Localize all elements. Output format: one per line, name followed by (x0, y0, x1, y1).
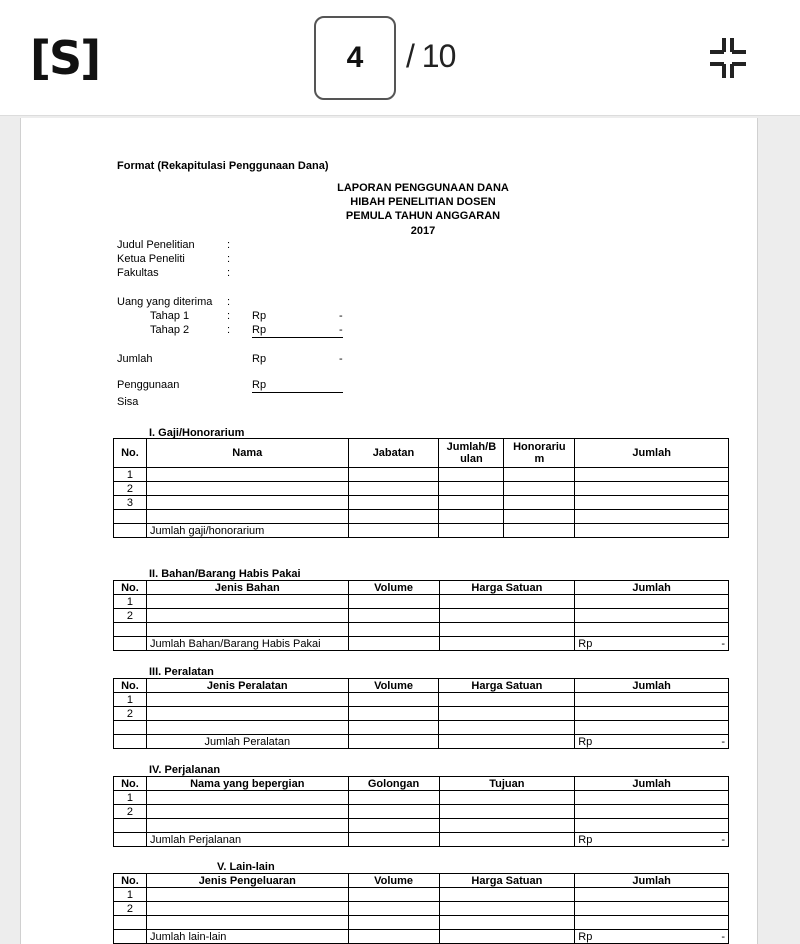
row-number: 1 (114, 468, 147, 482)
dash-value: - (721, 637, 725, 650)
rp-label: Rp (578, 930, 593, 943)
table-row (114, 707, 729, 721)
colon: : (227, 267, 231, 279)
report-title-1: LAPORAN PENGGUNAAN DANA (337, 182, 509, 194)
total-label: Jumlah Perjalanan (146, 833, 348, 847)
format-title: Format (Rekapitulasi Penggunaan Dana) (117, 160, 329, 172)
label-fakultas: Fakultas (117, 267, 159, 279)
total-row (114, 524, 729, 538)
col-header: Harga Satuan (439, 581, 575, 595)
col-header: Jabatan (348, 439, 439, 468)
dash-value: - (721, 930, 725, 943)
col-header: Volume (348, 679, 439, 693)
row-number: 2 (114, 805, 147, 819)
table-row (114, 510, 729, 524)
collapse-icon[interactable] (706, 36, 750, 80)
dash-value: - (339, 353, 343, 365)
table-row (114, 482, 729, 496)
table-row (114, 496, 729, 510)
col-header: No. (114, 581, 147, 595)
col-header: Nama (146, 439, 348, 468)
table-row (114, 595, 729, 609)
col-header: Volume (348, 874, 439, 888)
rp-label: Rp (252, 353, 267, 365)
label-tahap1: Tahap 1 (150, 310, 190, 322)
table-lain-lain (113, 873, 729, 944)
row-number: 2 (114, 609, 147, 623)
label-jumlah: Jumlah (117, 353, 153, 365)
viewer-toolbar (0, 0, 800, 116)
col-header: No. (114, 679, 147, 693)
dash-value: - (339, 310, 343, 322)
row-number: 1 (114, 595, 147, 609)
col-header: Honorariu m (504, 439, 575, 468)
table-gaji (113, 438, 729, 538)
table-row (114, 805, 729, 819)
row-number: 2 (114, 482, 147, 496)
table-row (114, 888, 729, 902)
document-page (20, 118, 758, 944)
total-label: Jumlah lain-lain (146, 930, 348, 944)
row-number: 2 (114, 707, 147, 721)
label-ketua: Ketua Peneliti (117, 253, 185, 265)
table-row (114, 902, 729, 916)
table-row (114, 623, 729, 637)
colon: : (227, 253, 231, 265)
col-header: Jenis Peralatan (146, 679, 348, 693)
table-row (114, 468, 729, 482)
rp-label: Rp (252, 379, 343, 393)
total-row (114, 833, 729, 847)
row-number: 2 (114, 902, 147, 916)
table-row (114, 791, 729, 805)
table-row (114, 693, 729, 707)
page-total: / 10 (406, 38, 456, 74)
col-header: No. (114, 439, 147, 468)
row-number: 1 (114, 888, 147, 902)
row-number: 1 (114, 693, 147, 707)
section-title: IV. Perjalanan (149, 764, 221, 776)
col-header: Nama yang bepergian (146, 777, 348, 791)
report-title-2: HIBAH PENELITIAN DOSEN (350, 196, 496, 208)
rp-label: Rp (578, 735, 593, 748)
col-header: Jumlah/B ulan (439, 439, 504, 468)
rp-label: Rp (252, 310, 267, 322)
col-header: Jumlah (575, 777, 729, 791)
table-row (114, 721, 729, 735)
page-number-input[interactable]: 4 (314, 16, 396, 100)
colon: : (227, 239, 231, 251)
rp-label: Rp (252, 324, 343, 338)
total-row (114, 930, 729, 944)
col-header: Golongan (348, 777, 439, 791)
dash-value: - (721, 833, 725, 846)
total-label: Jumlah Peralatan (146, 735, 348, 749)
label-sisa: Sisa (117, 396, 139, 408)
table-row (114, 609, 729, 623)
dash-value: - (721, 735, 725, 748)
app-logo[interactable]: [S] (30, 31, 100, 85)
col-header: Volume (348, 581, 439, 595)
total-row (114, 735, 729, 749)
total-label: Jumlah Bahan/Barang Habis Pakai (146, 637, 348, 651)
report-title-4: 2017 (410, 225, 436, 237)
col-header: Jenis Pengeluaran (146, 874, 348, 888)
row-number: 3 (114, 496, 147, 510)
col-header: Jumlah (575, 581, 729, 595)
table-bahan (113, 580, 729, 651)
section-title: II. Bahan/Barang Habis Pakai (149, 568, 301, 580)
table-perjalanan (113, 776, 729, 847)
col-header: Jumlah (575, 679, 729, 693)
col-header: No. (114, 777, 147, 791)
dash-value: - (339, 324, 343, 336)
label-penggunaan: Penggunaan (117, 379, 180, 391)
total-label: Jumlah gaji/honorarium (146, 524, 348, 538)
colon: : (227, 310, 231, 322)
col-header: Harga Satuan (439, 679, 575, 693)
col-header: Harga Satuan (439, 874, 575, 888)
report-title-3: PEMULA TAHUN ANGGARAN (345, 210, 501, 222)
rp-label: Rp (578, 637, 593, 650)
col-header: No. (114, 874, 147, 888)
colon: : (227, 324, 231, 336)
total-row (114, 637, 729, 651)
label-uang: Uang yang diterima (117, 296, 213, 308)
table-row (114, 916, 729, 930)
col-header: Jenis Bahan (146, 581, 348, 595)
label-tahap2: Tahap 2 (150, 324, 190, 336)
section-title: I. Gaji/Honorarium (149, 427, 245, 439)
col-header: Tujuan (439, 777, 575, 791)
col-header: Jumlah (575, 874, 729, 888)
section-title: V. Lain-lain (217, 861, 275, 873)
col-header: Jumlah (575, 439, 729, 468)
colon: : (227, 296, 231, 308)
row-number: 1 (114, 791, 147, 805)
section-title: III. Peralatan (149, 666, 214, 678)
table-peralatan (113, 678, 729, 749)
table-row (114, 819, 729, 833)
label-judul: Judul Penelitian (117, 239, 195, 251)
rp-label: Rp (578, 833, 593, 846)
